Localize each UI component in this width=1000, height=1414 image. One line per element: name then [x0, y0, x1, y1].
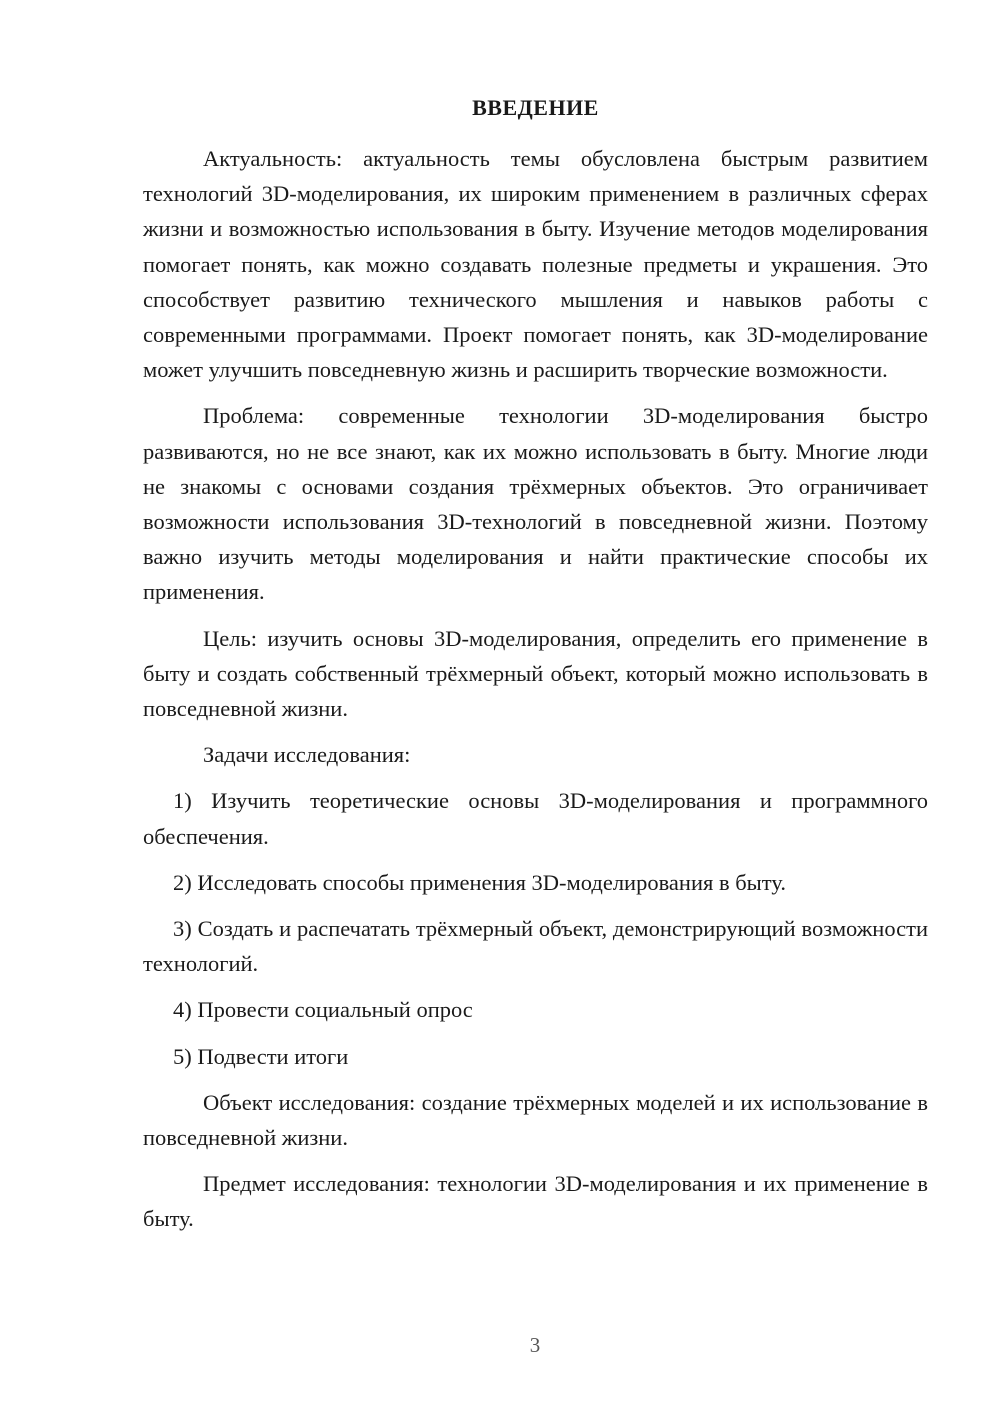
task-item-1: 1) Изучить теоретические основы 3D-моделирования и программного обеспечения.: [143, 788, 928, 849]
paragraph-subject: Предмет исследования: технологии 3D-моделирования и их применение в быту.: [143, 1171, 928, 1232]
task-item-5: 5) Подвести итоги: [173, 1043, 349, 1069]
task-item-4: 4) Провести социальный опрос: [173, 997, 473, 1023]
paragraph-problem: Проблема: современные технологии 3D-моделирования быстро развиваются, но не все знают, как их можно использовать в быту. Многие люди не знакомы с основами создания трёхмерных объектов. Это ограничивает возможности использования 3D-технологий в повседневной жизни. Поэтому важно изучить методы моделирования и найти практические способы их применения.: [143, 403, 928, 605]
section-heading: ВВЕДЕНИЕ: [472, 95, 599, 120]
page-number: 3: [529, 1333, 541, 1357]
paragraph-relevance: Актуальность: актуальность темы обусловлена быстрым развитием технологий 3D-моделирования, их широким применением в различных сферах жизни и возможностью использования в быту. Изучение методов моделирования помогает понять, как можно создавать полезные предметы и украшения. Это способствует развитию технического мышления и навыков работы с современными программами. Проект помогает понять, как 3D-моделирование может улучшить повседневную жизнь и расширить творческие возможности.: [143, 146, 928, 383]
paragraph-object: Объект исследования: создание трёхмерных моделей и их использование в повседневной жизни.: [143, 1089, 928, 1151]
document-body: [143, 141, 928, 1237]
tasks-heading: Задачи исследования:: [203, 742, 411, 768]
paragraph-goal: Цель: изучить основы 3D-моделирования, определить его применение в быту и создать собственный трёхмерный объект, который можно использовать в повседневной жизни.: [143, 625, 928, 722]
task-item-2: 2) Исследовать способы применения 3D-моделирования в быту.: [173, 869, 786, 895]
task-item-3: 3) Создать и распечатать трёхмерный объект, демонстрирующий возможности технологий.: [143, 916, 928, 977]
